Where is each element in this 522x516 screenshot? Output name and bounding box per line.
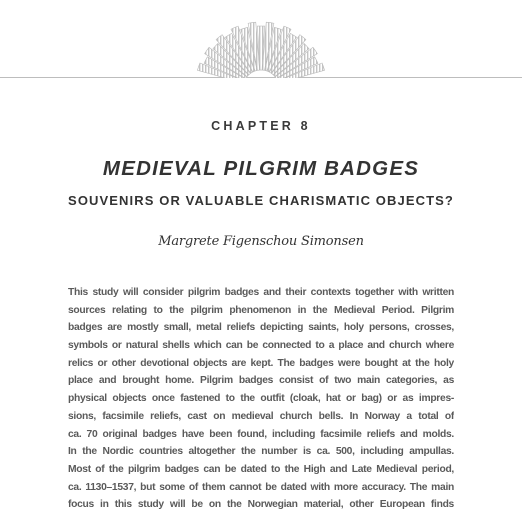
chapter-label: CHAPTER 8 xyxy=(211,119,311,133)
paragraph-line: physical objects once fastened to the outfit (cloak, hat or bag) or as impres- xyxy=(68,393,454,405)
chapter-subtitle: SOUVENIRS OR VALUABLE CHARISMATIC OBJECTS? xyxy=(68,193,454,208)
paragraph-line: In the Nordic countries altogether the number is ca. 500, including ampullas. xyxy=(68,446,454,458)
abstract-paragraph xyxy=(68,284,454,514)
author-name: Margrete Figenschou Simonsen xyxy=(158,234,364,249)
paragraph-line: sources relating to the pilgrim phenomenon in the Medieval Period. Pilgrim xyxy=(68,304,454,316)
paragraph-line: badges are mostly small, metal reliefs depicting saints, holy persons, crosses, xyxy=(68,322,454,334)
paragraph-line: focus in this study will be on the Norwegian material, other European finds xyxy=(68,499,454,511)
paragraph-line: place and brought home. Pilgrim badges consist of two main categories, as xyxy=(68,375,454,387)
paragraph-line: sions, facsimile reliefs, cast on medieval church bells. In Norway a total of xyxy=(68,410,454,422)
paragraph-line: Most of the pilgrim badges can be dated to the High and Late Medieval period, xyxy=(68,463,454,475)
paragraph-line: ca. 70 original badges have been found, including facsimile reliefs and molds. xyxy=(68,428,454,440)
paragraph-line: This study will consider pilgrim badges and their contexts together with written xyxy=(68,287,454,298)
paragraph-line: relics or other devotional objects are kept. The badges were bought at the holy xyxy=(68,357,454,369)
scallop-fan-ornament-icon xyxy=(148,0,374,78)
paragraph-line: symbols or natural shells which can be connected to a place and church where xyxy=(68,340,454,352)
chapter-title: MEDIEVAL PILGRIM BADGES xyxy=(102,157,420,180)
paragraph-line: ca. 1130–1537, but some of them cannot be dated with more accuracy. The main xyxy=(68,481,454,493)
